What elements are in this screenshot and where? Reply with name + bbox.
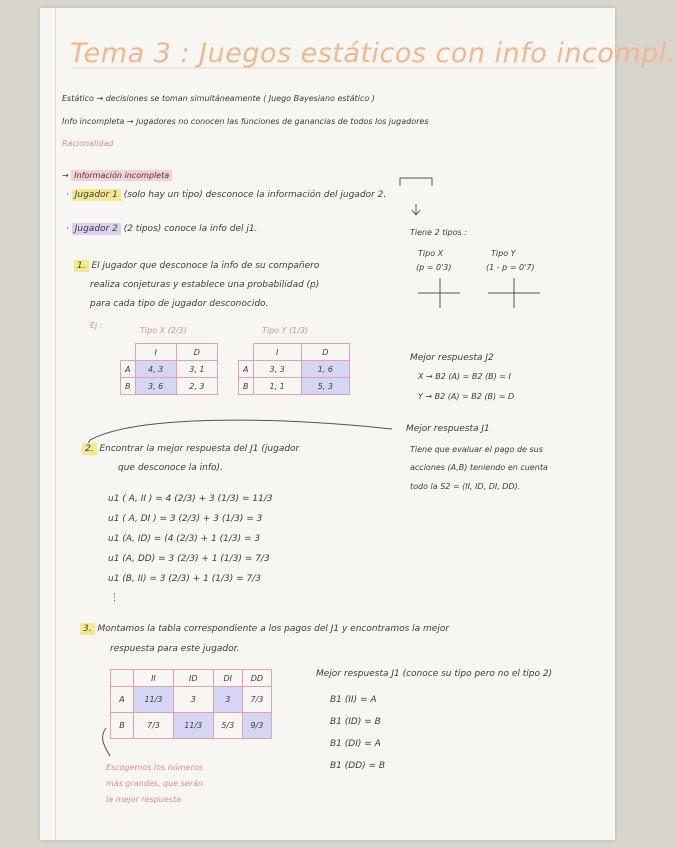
table-cell: 5/3 — [213, 713, 242, 739]
step1-line3: para cada tipo de jugador desconocido. — [90, 299, 269, 309]
table-cell: 9/3 — [242, 713, 271, 739]
table-cell: 3, 3 — [253, 361, 301, 378]
mejor-j2-title: Mejor respuesta J2 — [410, 353, 494, 363]
example-label: Ej : — [90, 321, 103, 330]
tipo-y-prob: (1 - p = 0'7) — [486, 263, 535, 272]
mejor-j1b-line2: B1 (ID) = B — [330, 717, 381, 727]
step1-text1: El jugador que desconoce la info de su compañero — [91, 261, 320, 271]
j2-label: Jugador 2 — [72, 223, 121, 235]
j1-line: · Jugador 1 (solo hay un tipo) desconoce la información del jugador 2. — [66, 190, 387, 200]
table-cell: I — [135, 344, 176, 361]
mejor-j2-line2: Y → B2 (A) = B2 (B) = D — [418, 392, 515, 401]
note-arrow-icon — [103, 728, 110, 756]
mejor-j2-line1: X → B2 (A) = B2 (B) = I — [418, 372, 511, 381]
equation-3: u1 (A, ID) = (4 (2/3) + 1 (1/3) = 3 — [108, 534, 261, 544]
table-cell: I — [253, 344, 301, 361]
table-cell: A — [121, 361, 136, 378]
table-cell: A — [239, 361, 254, 378]
equation-4: u1 (A, DD) = 3 (2/3) + 1 (1/3) = 7/3 — [108, 554, 270, 564]
step1-line1 — [74, 262, 319, 271]
mejor-j1b-line3: B1 (DI) = A — [330, 739, 381, 749]
table-cell: 7/3 — [134, 713, 174, 739]
table-row — [121, 344, 218, 361]
table-cell: 3 — [213, 687, 242, 713]
step3-number: 3. — [80, 623, 95, 635]
section-info-label: Información incompleta — [71, 170, 172, 181]
table-cell: B — [121, 378, 136, 395]
curved-arrow-icon — [90, 420, 392, 440]
table-cell: 11/3 — [134, 687, 174, 713]
table-y-caption: Tipo Y (1/3) — [262, 326, 309, 335]
tipo-x-prob: (p = 0'3) — [416, 263, 452, 272]
table-cell: D — [176, 344, 217, 361]
table-cell: II — [134, 670, 174, 687]
table-row — [111, 670, 272, 687]
note-line3: la mejor respuesta — [106, 795, 181, 804]
table-cell: 3, 6 — [135, 378, 176, 395]
table-type-y — [238, 343, 350, 395]
mejor-j1-line3: todo la S2 = (II, ID, DI, DD). — [410, 482, 521, 491]
equation-2: u1 ( A, DI ) = 3 (2/3) + 3 (1/3) = 3 — [108, 514, 263, 524]
equation-1: u1 ( A, II ) = 4 (2/3) + 3 (1/3) = 11/3 — [108, 494, 273, 504]
table-cell: B — [111, 713, 134, 739]
table-row — [239, 361, 350, 378]
j1-text: (solo hay un tipo) desconoce la información del jugador 2. — [123, 190, 387, 200]
mejor-j1-line2: acciones (A,B) teniendo en cuenta — [410, 463, 548, 472]
step1-line2: realiza conjeturas y establece una probabilidad (p) — [90, 280, 320, 290]
table-cell: 11/3 — [173, 713, 213, 739]
table-row — [239, 378, 350, 395]
table-cell: B — [239, 378, 254, 395]
table-type-x — [120, 343, 218, 395]
table-cell: 4, 3 — [135, 361, 176, 378]
mejor-j1-title: Mejor respuesta J1 — [406, 424, 490, 434]
page-title: Tema 3 : Juegos estáticos con info incompl. — [70, 38, 676, 69]
step2-line2: que desconoce la info). — [118, 463, 223, 473]
table-cell: 3 — [173, 687, 213, 713]
down-arrow-icon — [412, 204, 420, 215]
equation-5: u1 (B, II) = 3 (2/3) + 1 (1/3) = 7/3 — [108, 574, 261, 584]
section-info-heading: → Información incompleta — [62, 172, 172, 180]
table-x-caption: Tipo X (2/3) — [140, 326, 187, 335]
table-cell: A — [111, 687, 134, 713]
tipo-x-name: Tipo X — [418, 249, 444, 258]
step2-line1 — [82, 445, 299, 454]
table-cell: 3, 1 — [176, 361, 217, 378]
table-cell: 1, 6 — [301, 361, 349, 378]
table-row — [121, 378, 218, 395]
mejor-j1b-title: Mejor respuesta J1 (conoce su tipo pero no el tipo 2) — [316, 669, 553, 679]
step2-number: 2. — [82, 443, 97, 455]
notebook-page — [40, 8, 676, 840]
note-line2: más grandes, que serán — [106, 779, 203, 788]
table-cell: 7/3 — [242, 687, 271, 713]
intro-bullet-2: Info incompleta → jugadores no conocen las funciones de ganancias de todos los jugadores — [62, 117, 429, 126]
step3-line1 — [80, 625, 449, 634]
table-row — [111, 687, 272, 713]
tipo-y-name: Tipo Y — [491, 249, 516, 258]
intro-bullet-1: Estático → decisiones se toman simultáneamente ( Juego Bayesiano estático ) — [62, 94, 375, 103]
table-row — [121, 361, 218, 378]
table-cell: 2, 3 — [176, 378, 217, 395]
table-cell: DI — [213, 670, 242, 687]
table-row — [111, 713, 272, 739]
table-cell: ID — [173, 670, 213, 687]
mejor-j1b-line1: B1 (II) = A — [330, 695, 377, 705]
table-j1-payoffs — [110, 669, 272, 739]
bracket-mark — [400, 178, 432, 186]
j2-text: (2 tipos) conoce la info del j1. — [123, 224, 258, 234]
step3-text1: Montamos la tabla correspondiente a los pagos del J1 y encontramos la mejor — [97, 624, 450, 634]
table-cell: D — [301, 344, 349, 361]
table-cell: DD — [242, 670, 271, 687]
note-line1: Escogemos los números — [106, 763, 203, 772]
table-row — [239, 344, 350, 361]
mejor-j1-line1: Tiene que evaluar el pago de sus — [410, 445, 543, 454]
step1-number: 1. — [74, 260, 89, 272]
tiene2-label: Tiene 2 tipos : — [410, 228, 467, 237]
intro-bullet-3: Racionalidad — [62, 139, 114, 148]
j1-label: Jugador 1 — [72, 189, 121, 201]
step3-line2: respuesta para este jugador. — [110, 644, 240, 654]
equation-ellipsis: ⋮ — [110, 593, 119, 603]
table-cell: 5, 3 — [301, 378, 349, 395]
j2-line: · Jugador 2 (2 tipos) conoce la info del j1. — [66, 224, 258, 234]
mejor-j1b-line4: B1 (DD) = B — [330, 761, 386, 771]
table-cell: 1, 1 — [253, 378, 301, 395]
step2-text1: Encontrar la mejor respuesta del J1 (jugador — [99, 444, 300, 454]
